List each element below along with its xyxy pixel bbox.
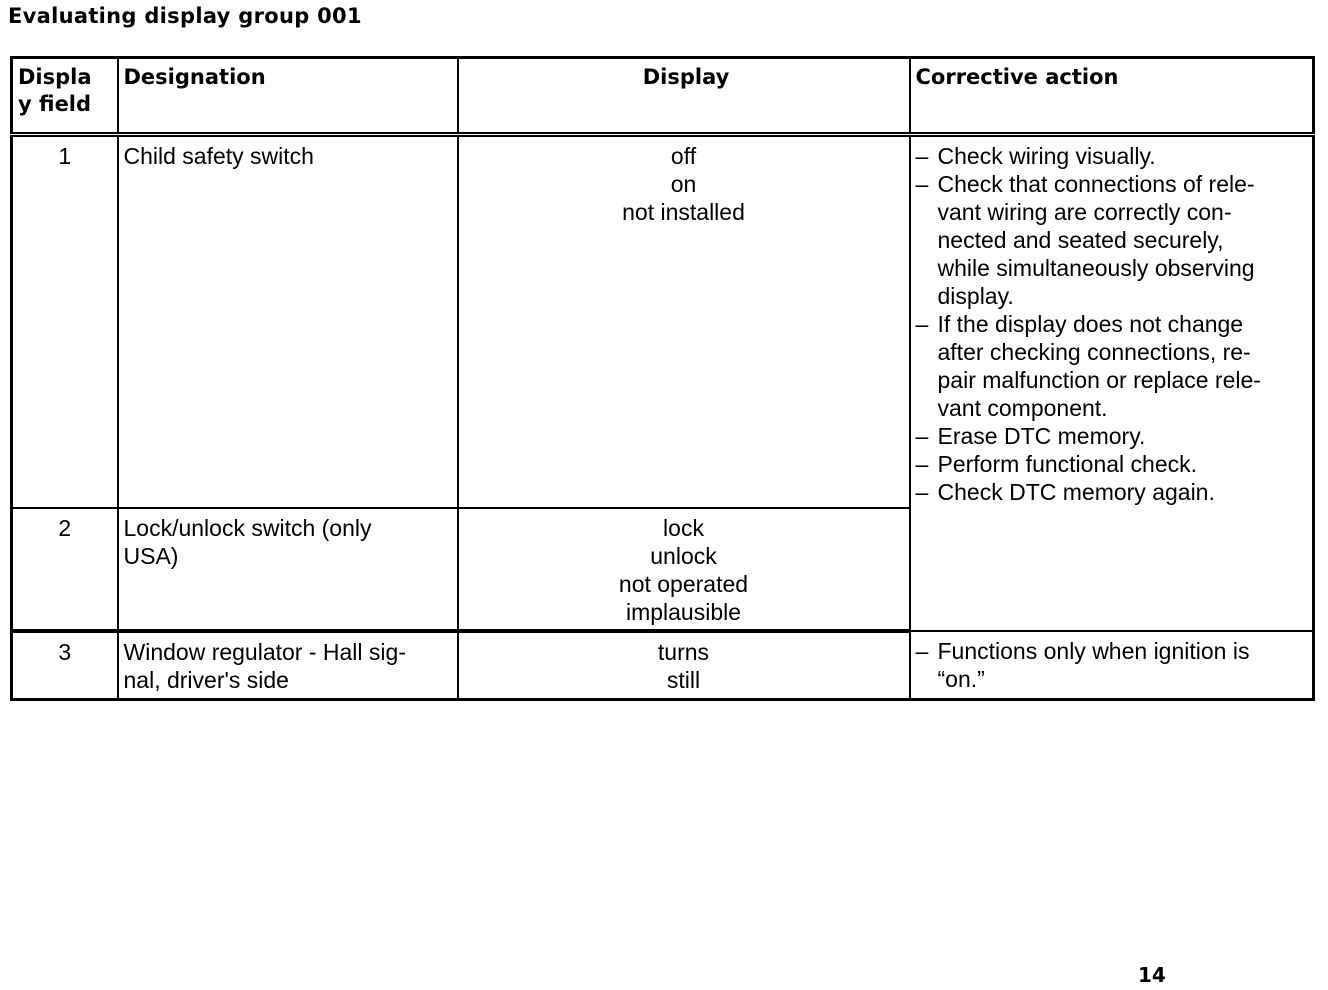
designation-cell bbox=[118, 508, 458, 631]
corrective-action-item bbox=[914, 170, 1309, 310]
action-line: nected and seated securely, bbox=[937, 227, 1224, 253]
corrective-action-item bbox=[914, 637, 1309, 693]
display-values-cell bbox=[458, 508, 910, 631]
action-line: after checking connections, re- bbox=[937, 339, 1251, 365]
header-display-field-line: y field bbox=[18, 92, 92, 116]
action-line: – Check that connections of rele- bbox=[937, 171, 1255, 197]
display-values-cell bbox=[458, 135, 910, 509]
display-value: still bbox=[666, 667, 701, 693]
designation-cell bbox=[118, 135, 458, 509]
header-display: Display bbox=[458, 58, 910, 135]
designation-cell bbox=[118, 631, 458, 700]
display-value: off bbox=[670, 143, 697, 169]
designation-line: USA) bbox=[123, 543, 179, 569]
action-line: vant component. bbox=[937, 395, 1108, 421]
header-designation: Designation bbox=[118, 58, 458, 135]
corrective-action-item bbox=[914, 422, 1309, 450]
action-line: – Check wiring visually. bbox=[937, 143, 1156, 169]
designation-line: Child safety switch bbox=[123, 143, 314, 169]
table-row bbox=[12, 631, 1314, 700]
display-field-cell: 2 bbox=[12, 508, 118, 631]
corrective-action-item bbox=[914, 450, 1309, 478]
display-value: unlock bbox=[650, 543, 717, 569]
page-number: 14 bbox=[1138, 963, 1166, 987]
display-values-cell bbox=[458, 631, 910, 700]
action-line: – If the display does not change bbox=[937, 311, 1244, 337]
corrective-action-list bbox=[914, 142, 1309, 506]
corrective-action-cell bbox=[910, 631, 1314, 700]
action-line: – Functions only when ignition is bbox=[937, 638, 1250, 664]
display-field-cell: 1 bbox=[12, 135, 118, 509]
display-value: not installed bbox=[622, 199, 745, 225]
action-line: vant wiring are correctly con- bbox=[937, 199, 1232, 225]
action-line: while simultaneously observing bbox=[937, 255, 1255, 281]
header-corrective-action: Corrective action bbox=[910, 58, 1314, 135]
display-field-cell: 3 bbox=[12, 631, 118, 700]
corrective-action-item bbox=[914, 478, 1309, 506]
display-value: not operated bbox=[618, 571, 749, 597]
display-value: on bbox=[670, 171, 697, 197]
designation-line: Lock/unlock switch (only bbox=[123, 515, 372, 541]
header-row bbox=[12, 58, 1314, 135]
display-value: lock bbox=[663, 515, 704, 541]
action-line: – Perform functional check. bbox=[937, 451, 1198, 477]
designation-line: Window regulator - Hall sig- bbox=[123, 639, 406, 665]
table-row bbox=[12, 135, 1314, 509]
action-line: pair malfunction or replace rele- bbox=[937, 367, 1261, 393]
display-group-table bbox=[10, 56, 1315, 701]
action-line: display. bbox=[937, 283, 1014, 309]
action-line: – Erase DTC memory. bbox=[937, 423, 1146, 449]
corrective-action-list bbox=[914, 637, 1309, 693]
corrective-action-item bbox=[914, 310, 1309, 422]
display-value: implausible bbox=[625, 599, 742, 625]
action-line: “on.” bbox=[937, 666, 985, 692]
header-display-field-line: Displa bbox=[18, 65, 92, 89]
corrective-action-cell bbox=[910, 135, 1314, 632]
display-value: turns bbox=[657, 639, 710, 665]
page-title: Evaluating display group 001 bbox=[8, 4, 362, 28]
designation-line: nal, driver's side bbox=[123, 667, 289, 693]
corrective-action-item bbox=[914, 142, 1309, 170]
action-line: – Check DTC memory again. bbox=[937, 479, 1215, 505]
header-display-field bbox=[12, 58, 118, 135]
